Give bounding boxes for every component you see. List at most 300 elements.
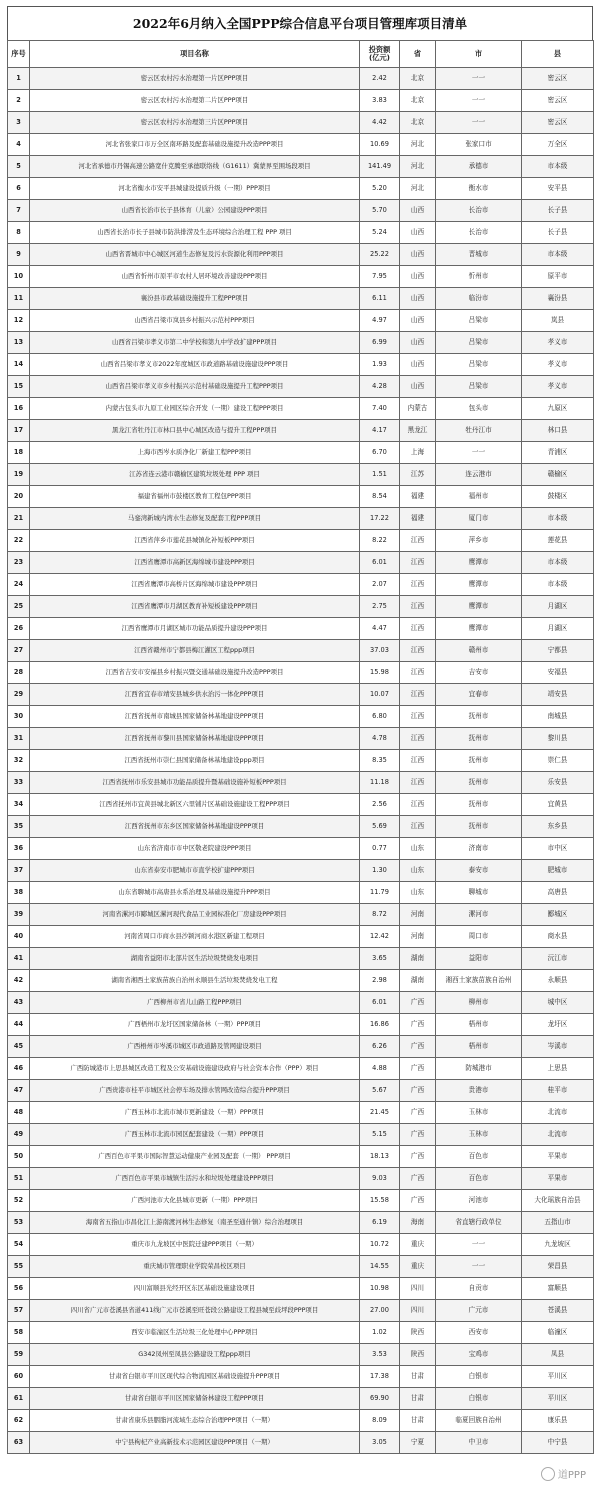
table-row [8, 1388, 594, 1410]
table-row [8, 112, 594, 134]
cell-name: 广西梧州市龙圩区国家储备林（一期）PPP项目 [30, 1014, 360, 1036]
cell-invest: 8.54 [360, 486, 400, 508]
cell-prov: 山西 [400, 200, 436, 222]
cell-prov: 江西 [400, 816, 436, 838]
cell-prov: 广西 [400, 1190, 436, 1212]
cell-no: 55 [8, 1256, 30, 1278]
cell-invest: 5.15 [360, 1124, 400, 1146]
cell-no: 11 [8, 288, 30, 310]
cell-prov: 江苏 [400, 464, 436, 486]
cell-invest: 6.80 [360, 706, 400, 728]
cell-name: 江西省鹰潭市高新区海绵城市建设PPP项目 [30, 552, 360, 574]
cell-name: 江西省抚州市东乡区国家储备林基地建设PPP项目 [30, 816, 360, 838]
table-row [8, 1212, 594, 1234]
cell-no: 26 [8, 618, 30, 640]
cell-invest: 3.83 [360, 90, 400, 112]
cell-city: 一一 [436, 112, 522, 134]
table-row [8, 68, 594, 90]
cell-no: 38 [8, 882, 30, 904]
table-row [8, 618, 594, 640]
cell-city: 福州市 [436, 486, 522, 508]
cell-invest: 3.05 [360, 1432, 400, 1454]
cell-city: 鹰潭市 [436, 574, 522, 596]
cell-name: 山东省泰安市肥城市市直学校扩建PPP项目 [30, 860, 360, 882]
cell-city: 一一 [436, 1256, 522, 1278]
cell-prov: 甘肃 [400, 1410, 436, 1432]
cell-county: 市本级 [522, 156, 594, 178]
cell-county: 上思县 [522, 1058, 594, 1080]
cell-prov: 山东 [400, 838, 436, 860]
table-row [8, 882, 594, 904]
cell-no: 3 [8, 112, 30, 134]
cell-no: 27 [8, 640, 30, 662]
cell-county: 密云区 [522, 68, 594, 90]
cell-prov: 江西 [400, 662, 436, 684]
table-row [8, 1278, 594, 1300]
cell-name: 山东省济南市市中区敬老院建设PPP项目 [30, 838, 360, 860]
cell-prov: 山西 [400, 376, 436, 398]
cell-invest: 37.03 [360, 640, 400, 662]
cell-city: 白银市 [436, 1388, 522, 1410]
cell-county: 市本级 [522, 508, 594, 530]
cell-prov: 江西 [400, 750, 436, 772]
cell-name: 四川富顺县光经开区东区基础设施建设项目 [30, 1278, 360, 1300]
wechat-icon [541, 1467, 555, 1481]
cell-name: 河北省衡水市安平县城建设提质升级（一期）PPP项目 [30, 178, 360, 200]
cell-name: 江西省萍乡市莲花县城镇化补短板PPP项目 [30, 530, 360, 552]
cell-no: 36 [8, 838, 30, 860]
cell-invest: 141.49 [360, 156, 400, 178]
cell-invest: 5.20 [360, 178, 400, 200]
table-row [8, 266, 594, 288]
cell-county: 市本级 [522, 574, 594, 596]
cell-invest: 10.69 [360, 134, 400, 156]
cell-invest: 7.40 [360, 398, 400, 420]
cell-name: 江苏省连云港市赣榆区建筑垃圾处理 PPP 项目 [30, 464, 360, 486]
cell-invest: 4.47 [360, 618, 400, 640]
cell-county: 北流市 [522, 1102, 594, 1124]
cell-county: 黎川县 [522, 728, 594, 750]
cell-name: 马銮湾新城内湾水生态修复及配套工程PPP项目 [30, 508, 360, 530]
cell-city: 玉林市 [436, 1124, 522, 1146]
table-row [8, 970, 594, 992]
cell-city: 吉安市 [436, 662, 522, 684]
table-row [8, 486, 594, 508]
cell-invest: 10.72 [360, 1234, 400, 1256]
cell-name: 重庆城市管理职业学院荣昌校区项目 [30, 1256, 360, 1278]
cell-county: 宁都县 [522, 640, 594, 662]
cell-prov: 江西 [400, 772, 436, 794]
cell-no: 8 [8, 222, 30, 244]
cell-county: 临潼区 [522, 1322, 594, 1344]
table-row [8, 1190, 594, 1212]
cell-city: 河池市 [436, 1190, 522, 1212]
cell-invest: 6.01 [360, 552, 400, 574]
cell-invest: 8.72 [360, 904, 400, 926]
cell-name: 江西省抚州市黎川县国家储备林基地建设PPP项目 [30, 728, 360, 750]
cell-prov: 江西 [400, 596, 436, 618]
cell-invest: 10.98 [360, 1278, 400, 1300]
cell-prov: 广西 [400, 1080, 436, 1102]
cell-county: 青浦区 [522, 442, 594, 464]
cell-city: 聊城市 [436, 882, 522, 904]
cell-no: 19 [8, 464, 30, 486]
cell-prov: 广西 [400, 1168, 436, 1190]
cell-prov: 广西 [400, 1014, 436, 1036]
cell-no: 62 [8, 1410, 30, 1432]
table-row [8, 574, 594, 596]
cell-prov: 山西 [400, 266, 436, 288]
cell-county: 市本级 [522, 552, 594, 574]
cell-name: 广西玉林市北流市城市更新建设（一期）PPP项目 [30, 1102, 360, 1124]
cell-city: 泰安市 [436, 860, 522, 882]
cell-prov: 湖南 [400, 948, 436, 970]
table-row [8, 1080, 594, 1102]
table-row [8, 1102, 594, 1124]
cell-invest: 1.30 [360, 860, 400, 882]
cell-name: 山西省吕梁市孝义市乡村振兴示范村基础设施提升工程PPP项目 [30, 376, 360, 398]
cell-prov: 江西 [400, 618, 436, 640]
cell-county: 五指山市 [522, 1212, 594, 1234]
cell-no: 17 [8, 420, 30, 442]
cell-prov: 江西 [400, 552, 436, 574]
cell-city: 临夏回族自治州 [436, 1410, 522, 1432]
cell-name: 江西省抚州市宜黄县城北新区六里铺片区基础设施建设工程PPP项目 [30, 794, 360, 816]
header-row [8, 41, 594, 68]
cell-invest: 69.90 [360, 1388, 400, 1410]
table-row [8, 728, 594, 750]
cell-city: 玉林市 [436, 1102, 522, 1124]
cell-no: 43 [8, 992, 30, 1014]
project-table [7, 40, 594, 1454]
cell-county: 万全区 [522, 134, 594, 156]
cell-invest: 9.03 [360, 1168, 400, 1190]
cell-no: 24 [8, 574, 30, 596]
cell-city: 柳州市 [436, 992, 522, 1014]
table-row [8, 420, 594, 442]
cell-invest: 1.51 [360, 464, 400, 486]
cell-prov: 重庆 [400, 1234, 436, 1256]
cell-prov: 黑龙江 [400, 420, 436, 442]
cell-no: 63 [8, 1432, 30, 1454]
cell-name: 广西防城港市上思县城区改造工程及公安基础设施建设政府与社会资本合作（PPP）项目 [30, 1058, 360, 1080]
cell-county: 安平县 [522, 178, 594, 200]
table-row [8, 750, 594, 772]
cell-prov: 广西 [400, 1036, 436, 1058]
cell-city: 梧州市 [436, 1014, 522, 1036]
cell-county: 密云区 [522, 90, 594, 112]
cell-name: 甘肃省康乐县胭脂河流域生态综合治理PPP项目（一期） [30, 1410, 360, 1432]
cell-no: 2 [8, 90, 30, 112]
cell-city: 抚州市 [436, 728, 522, 750]
table-row [8, 904, 594, 926]
cell-invest: 5.70 [360, 200, 400, 222]
cell-name: 河南省周口市商水县沙颍河商水港区新建工程项目 [30, 926, 360, 948]
cell-name: 山西省晋城市中心城区河道生态修复及污水资源化利用PPP项目 [30, 244, 360, 266]
cell-invest: 14.55 [360, 1256, 400, 1278]
document [7, 6, 593, 1454]
cell-no: 57 [8, 1300, 30, 1322]
cell-county: 高唐县 [522, 882, 594, 904]
header-invest: 投资额 (亿元) [360, 41, 400, 68]
cell-name: 四川省广元市苍溪县省道411线广元市苍溪至旺苍段公路建设工程县城至歧坪段PPP项目 [30, 1300, 360, 1322]
cell-no: 6 [8, 178, 30, 200]
cell-county: 密云区 [522, 112, 594, 134]
cell-prov: 河南 [400, 904, 436, 926]
cell-city: 鹰潭市 [436, 552, 522, 574]
cell-city: 吕梁市 [436, 376, 522, 398]
cell-county: 凤县 [522, 1344, 594, 1366]
cell-no: 1 [8, 68, 30, 90]
table-row [8, 1058, 594, 1080]
cell-no: 61 [8, 1388, 30, 1410]
table-row [8, 530, 594, 552]
cell-invest: 6.26 [360, 1036, 400, 1058]
cell-no: 14 [8, 354, 30, 376]
cell-invest: 15.58 [360, 1190, 400, 1212]
cell-city: 宝鸡市 [436, 1344, 522, 1366]
cell-invest: 17.22 [360, 508, 400, 530]
table-row [8, 90, 594, 112]
table-row [8, 354, 594, 376]
cell-prov: 上海 [400, 442, 436, 464]
table-row [8, 860, 594, 882]
cell-prov: 北京 [400, 90, 436, 112]
cell-prov: 江西 [400, 728, 436, 750]
cell-prov: 北京 [400, 68, 436, 90]
cell-prov: 江西 [400, 574, 436, 596]
cell-no: 50 [8, 1146, 30, 1168]
watermark-text: 道PPP [557, 1470, 586, 1481]
cell-prov: 山东 [400, 860, 436, 882]
cell-invest: 7.95 [360, 266, 400, 288]
cell-no: 54 [8, 1234, 30, 1256]
cell-county: 九原区 [522, 398, 594, 420]
cell-invest: 8.09 [360, 1410, 400, 1432]
table-row [8, 596, 594, 618]
cell-prov: 四川 [400, 1278, 436, 1300]
cell-county: 桂平市 [522, 1080, 594, 1102]
cell-city: 一一 [436, 442, 522, 464]
cell-city: 漯河市 [436, 904, 522, 926]
table-row [8, 1036, 594, 1058]
cell-city: 广元市 [436, 1300, 522, 1322]
cell-prov: 江西 [400, 684, 436, 706]
cell-invest: 0.77 [360, 838, 400, 860]
cell-name: 内蒙古包头市九原工业园区综合开发（一期）建设工程PPP项目 [30, 398, 360, 420]
cell-city: 忻州市 [436, 266, 522, 288]
cell-county: 平果市 [522, 1146, 594, 1168]
cell-name: 密云区农村污水治理第二片区PPP项目 [30, 90, 360, 112]
cell-county: 肥城市 [522, 860, 594, 882]
cell-prov: 福建 [400, 508, 436, 530]
cell-invest: 17.38 [360, 1366, 400, 1388]
cell-prov: 山西 [400, 222, 436, 244]
cell-prov: 江西 [400, 640, 436, 662]
cell-county: 月湖区 [522, 618, 594, 640]
cell-no: 59 [8, 1344, 30, 1366]
table-body [8, 68, 594, 1454]
cell-name: 湖南省益阳市北部片区生活垃圾焚烧发电项目 [30, 948, 360, 970]
table-row [8, 552, 594, 574]
cell-prov: 江西 [400, 794, 436, 816]
cell-no: 52 [8, 1190, 30, 1212]
cell-name: 山东省聊城市高唐县水系治理及基础设施提升PPP项目 [30, 882, 360, 904]
cell-county: 东乡县 [522, 816, 594, 838]
cell-name: 山西省忻州市原平市农村人居环境改善建设PPP项目 [30, 266, 360, 288]
cell-no: 30 [8, 706, 30, 728]
cell-invest: 11.79 [360, 882, 400, 904]
cell-no: 42 [8, 970, 30, 992]
cell-prov: 江西 [400, 706, 436, 728]
cell-city: 自贡市 [436, 1278, 522, 1300]
table-row [8, 992, 594, 1014]
cell-city: 鹰潭市 [436, 618, 522, 640]
cell-no: 12 [8, 310, 30, 332]
cell-no: 29 [8, 684, 30, 706]
cell-county: 北流市 [522, 1124, 594, 1146]
cell-county: 莲花县 [522, 530, 594, 552]
cell-no: 10 [8, 266, 30, 288]
cell-invest: 2.98 [360, 970, 400, 992]
cell-name: 密云区农村污水治理第一片区PPP项目 [30, 68, 360, 90]
cell-county: 中宁县 [522, 1432, 594, 1454]
table-row [8, 1014, 594, 1036]
cell-city: 连云港市 [436, 464, 522, 486]
cell-city: 宜春市 [436, 684, 522, 706]
cell-county: 赣榆区 [522, 464, 594, 486]
cell-no: 35 [8, 816, 30, 838]
cell-city: 白银市 [436, 1366, 522, 1388]
cell-city: 西安市 [436, 1322, 522, 1344]
cell-city: 牡丹江市 [436, 420, 522, 442]
cell-name: 中宁县枸杞产业高新技术示范园区建设PPP项目（一期） [30, 1432, 360, 1454]
cell-no: 32 [8, 750, 30, 772]
cell-county: 孝义市 [522, 332, 594, 354]
cell-prov: 山西 [400, 244, 436, 266]
table-row [8, 222, 594, 244]
table-row [8, 662, 594, 684]
cell-city: 厦门市 [436, 508, 522, 530]
cell-county: 市本级 [522, 244, 594, 266]
cell-invest: 4.28 [360, 376, 400, 398]
cell-city: 抚州市 [436, 750, 522, 772]
cell-prov: 四川 [400, 1300, 436, 1322]
cell-county: 乐安县 [522, 772, 594, 794]
table-row [8, 442, 594, 464]
table-row [8, 794, 594, 816]
cell-name: 上海市西岑水质净化厂新建工程PPP项目 [30, 442, 360, 464]
cell-invest: 2.42 [360, 68, 400, 90]
cell-city: 鹰潭市 [436, 596, 522, 618]
header-city: 市 [436, 41, 522, 68]
cell-county: 平川区 [522, 1388, 594, 1410]
cell-no: 16 [8, 398, 30, 420]
cell-county: 平川区 [522, 1366, 594, 1388]
cell-city: 张家口市 [436, 134, 522, 156]
watermark [541, 1466, 586, 1481]
table-row [8, 1410, 594, 1432]
cell-prov: 甘肃 [400, 1388, 436, 1410]
cell-name: 江西省赣州市宁都县梅江灌区工程ppp项目 [30, 640, 360, 662]
cell-no: 47 [8, 1080, 30, 1102]
table-row [8, 178, 594, 200]
cell-name: 西安市临潼区生活垃圾三化处理中心PPP项目 [30, 1322, 360, 1344]
cell-invest: 4.78 [360, 728, 400, 750]
cell-city: 湘西土家族苗族自治州 [436, 970, 522, 992]
table-row [8, 332, 594, 354]
cell-city: 承德市 [436, 156, 522, 178]
cell-invest: 16.86 [360, 1014, 400, 1036]
cell-county: 永顺县 [522, 970, 594, 992]
cell-county: 襄汾县 [522, 288, 594, 310]
table-row [8, 684, 594, 706]
cell-prov: 广西 [400, 1124, 436, 1146]
cell-no: 51 [8, 1168, 30, 1190]
cell-invest: 1.93 [360, 354, 400, 376]
cell-county: 孝义市 [522, 376, 594, 398]
cell-city: 吕梁市 [436, 332, 522, 354]
table-row [8, 1432, 594, 1454]
cell-no: 56 [8, 1278, 30, 1300]
table-row [8, 838, 594, 860]
cell-prov: 广西 [400, 992, 436, 1014]
cell-no: 7 [8, 200, 30, 222]
cell-no: 20 [8, 486, 30, 508]
cell-invest: 6.99 [360, 332, 400, 354]
cell-name: 河北省承德市丹锡高速公路宽什克腾至承德联络线（G1611）冀蒙界至围场段项目 [30, 156, 360, 178]
cell-name: 湖南省湘西土家族苗族自治州永顺县生活垃圾焚烧发电工程 [30, 970, 360, 992]
cell-name: 海南省五指山市昌化江上游南渡河林生态修复（南圣至通什镇）综合治理项目 [30, 1212, 360, 1234]
cell-name: 江西省鹰潭市高桥片区海绵城市建设PPP项目 [30, 574, 360, 596]
cell-county: 崇仁县 [522, 750, 594, 772]
cell-prov: 内蒙古 [400, 398, 436, 420]
cell-no: 31 [8, 728, 30, 750]
cell-county: 岚县 [522, 310, 594, 332]
cell-prov: 广西 [400, 1146, 436, 1168]
cell-no: 53 [8, 1212, 30, 1234]
cell-city: 周口市 [436, 926, 522, 948]
cell-name: 江西省宜春市靖安县城乡供水治污一体化PPP项目 [30, 684, 360, 706]
cell-county: 宜黄县 [522, 794, 594, 816]
cell-no: 48 [8, 1102, 30, 1124]
cell-name: 广西贵港市桂平市城区社会停车场及排水管网改造综合提升PPP项目 [30, 1080, 360, 1102]
cell-prov: 湖南 [400, 970, 436, 992]
cell-prov: 甘肃 [400, 1366, 436, 1388]
table-row [8, 1256, 594, 1278]
cell-name: 襄汾县市政基础设施提升工程PPP项目 [30, 288, 360, 310]
cell-no: 25 [8, 596, 30, 618]
cell-county: 长子县 [522, 200, 594, 222]
table-row [8, 706, 594, 728]
cell-name: 广西柳州市省儿山路工程PPP项目 [30, 992, 360, 1014]
cell-invest: 25.22 [360, 244, 400, 266]
cell-city: 萍乡市 [436, 530, 522, 552]
cell-prov: 山西 [400, 332, 436, 354]
header-prov: 省 [400, 41, 436, 68]
cell-prov: 山西 [400, 310, 436, 332]
cell-county: 月湖区 [522, 596, 594, 618]
table-row [8, 948, 594, 970]
cell-no: 15 [8, 376, 30, 398]
cell-city: 百色市 [436, 1168, 522, 1190]
cell-county: 商水县 [522, 926, 594, 948]
cell-county: 郾城区 [522, 904, 594, 926]
cell-prov: 陕西 [400, 1344, 436, 1366]
table-row [8, 816, 594, 838]
cell-invest: 1.02 [360, 1322, 400, 1344]
cell-invest: 6.01 [360, 992, 400, 1014]
